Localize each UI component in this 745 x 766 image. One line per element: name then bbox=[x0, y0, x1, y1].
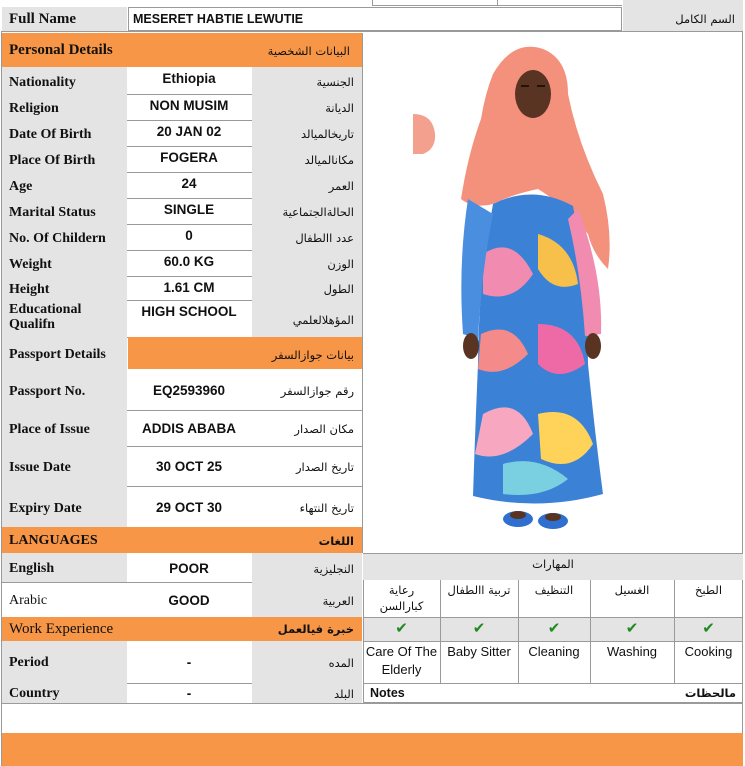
language-row-value: POOR bbox=[169, 561, 209, 576]
notes-label-ar: مالحظات bbox=[684, 686, 736, 700]
personal-row-label: No. Of Childern bbox=[9, 231, 106, 246]
personal-row-label-ar: الوزن bbox=[327, 257, 354, 271]
personal-row-label-ar: تاريخالميالد bbox=[300, 127, 354, 141]
language-row-label-ar: النجليزية bbox=[313, 562, 354, 576]
language-row-label-ar: العربية bbox=[322, 594, 354, 608]
personal-row-value: 20 JAN 02 bbox=[156, 124, 222, 139]
personal-row-label-ar: الحالةالجتماعية bbox=[282, 205, 354, 219]
personal-row-value: 24 bbox=[181, 176, 197, 191]
personal-row-label: Age bbox=[9, 179, 33, 194]
personal-row-value: SINGLE bbox=[163, 202, 215, 217]
skill-label: Cooking bbox=[684, 644, 733, 659]
personal-row-value: 0 bbox=[185, 228, 193, 243]
skills-title-ar: المهارات bbox=[532, 557, 574, 571]
skill-label-ar: الغسيل bbox=[614, 583, 650, 597]
personal-row-value: 60.0 KG bbox=[163, 254, 215, 269]
personal-row-value: FOGERA bbox=[160, 150, 218, 165]
full-name-label-ar: السم الكامل bbox=[675, 12, 735, 26]
full-name-label: Full Name bbox=[9, 11, 77, 27]
work-row-value: - bbox=[186, 686, 192, 701]
skill-label: Care Of The Elderly bbox=[365, 644, 438, 677]
skill-label: Cleaning bbox=[528, 644, 580, 659]
language-row-label: English bbox=[9, 561, 55, 576]
passport-row-label-ar: رقم جوازالسفر bbox=[280, 384, 354, 398]
personal-row-value: Ethiopia bbox=[162, 71, 216, 86]
skill-label-ar: تربية االطفال bbox=[447, 583, 511, 597]
skill-label: Baby Sitter bbox=[447, 644, 511, 659]
languages-title-ar: اللغات bbox=[318, 534, 354, 548]
passport-row-label-ar: تاريخ النتهاء bbox=[299, 501, 354, 515]
checkmark-icon: ✔ bbox=[625, 619, 639, 637]
passport-row-label-ar: تاريخ الصدار bbox=[296, 460, 354, 474]
personal-row-label-ar: الطول bbox=[323, 282, 354, 296]
skill-label-ar: الطبخ bbox=[694, 583, 723, 597]
full-name-value: MESERET HABTIE LEWUTIE bbox=[133, 12, 304, 26]
skill-label: Washing bbox=[606, 644, 658, 659]
personal-row-value: NON MUSIM bbox=[149, 98, 229, 113]
personal-row-label: Height bbox=[9, 282, 50, 297]
work-row-label-ar: المده bbox=[328, 656, 354, 670]
personal-row-label-ar: عدد االطفال bbox=[295, 231, 354, 245]
passport-details-title-ar: بيانات جوازالسفر bbox=[271, 348, 354, 362]
personal-details-title-ar: البيانات الشخصية bbox=[267, 44, 350, 58]
personal-row-label: Educational Qualifn bbox=[9, 302, 82, 332]
skill-label-ar: رعاية كبارالسن bbox=[379, 583, 424, 613]
personal-row-label: Marital Status bbox=[9, 205, 96, 220]
footer-bar bbox=[2, 733, 743, 766]
work-row-label: Period bbox=[9, 655, 49, 670]
checkmark-icon: ✔ bbox=[472, 619, 486, 637]
personal-row-label-ar: الديانة bbox=[325, 101, 354, 115]
personal-row-value: HIGH SCHOOL bbox=[141, 304, 237, 319]
personal-row-label: Weight bbox=[9, 257, 52, 272]
passport-row-label: Expiry Date bbox=[9, 501, 82, 516]
personal-row-label-ar: الجنسية bbox=[316, 75, 354, 89]
passport-row-label: Passport No. bbox=[9, 384, 86, 399]
personal-row-label: Place Of Birth bbox=[9, 153, 96, 168]
passport-row-value: 29 OCT 30 bbox=[155, 500, 223, 515]
language-row-value: GOOD bbox=[168, 593, 210, 608]
passport-row-label-ar: مكان الصدار bbox=[294, 422, 354, 436]
passport-details-title: Passport Details bbox=[9, 347, 106, 362]
passport-row-label: Issue Date bbox=[9, 460, 71, 475]
notes-label: Notes bbox=[370, 686, 405, 700]
personal-row-label-ar: مكانالميالد bbox=[304, 153, 354, 167]
work-row-label-ar: البلد bbox=[333, 687, 354, 701]
personal-row-label: Nationality bbox=[9, 75, 76, 90]
personal-row-label: Religion bbox=[9, 101, 59, 116]
checkmark-icon: ✔ bbox=[395, 619, 408, 637]
passport-row-label: Place of Issue bbox=[9, 422, 90, 437]
candidate-photo bbox=[363, 34, 742, 552]
checkmark-icon: ✔ bbox=[547, 619, 561, 637]
work-experience-title-ar: خبرة فيالعمل bbox=[277, 622, 354, 636]
personal-row-label: Date Of Birth bbox=[9, 127, 92, 142]
passport-row-value: ADDIS ABABA bbox=[142, 421, 236, 436]
checkmark-icon: ✔ bbox=[702, 619, 715, 637]
passport-row-value: EQ2593960 bbox=[152, 383, 226, 398]
work-experience-title: Work Experience bbox=[9, 621, 114, 637]
languages-title: LANGUAGES bbox=[9, 533, 98, 548]
personal-row-label-ar: المؤهلالعلمي bbox=[292, 313, 354, 327]
personal-row-label-ar: العمر bbox=[328, 179, 354, 193]
skill-label-ar: التنظيف bbox=[534, 583, 574, 597]
work-row-value: - bbox=[186, 655, 192, 670]
passport-row-value: 30 OCT 25 bbox=[155, 459, 223, 474]
personal-details-title: Personal Details bbox=[9, 42, 113, 58]
personal-row-value: 1.61 CM bbox=[163, 280, 215, 295]
language-row-label: Arabic bbox=[9, 593, 48, 608]
work-row-label: Country bbox=[9, 686, 60, 701]
